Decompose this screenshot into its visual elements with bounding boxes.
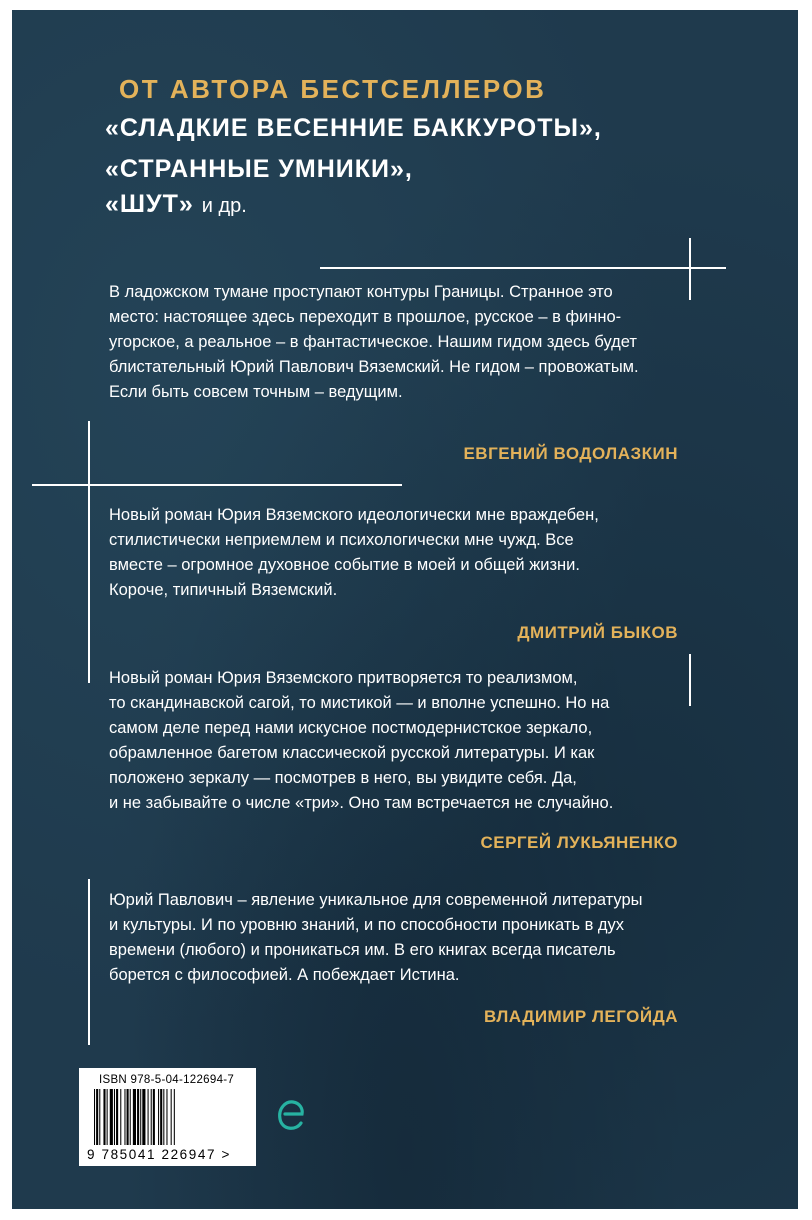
bestseller-title-3: «ШУТ» xyxy=(105,190,194,218)
barcode-bar xyxy=(151,1089,152,1145)
barcode-bar xyxy=(174,1089,175,1145)
barcode-number: 9 785041 226947 > xyxy=(87,1147,231,1162)
review-quote xyxy=(109,666,709,816)
quote-line: В ладожском тумане проступают контуры Границы. Странное это xyxy=(109,283,613,301)
tagline: ОТ АВТОРА БЕСТСЕЛЛЕРОВ xyxy=(119,74,547,104)
isbn-label: ISBN 978-5-04-122694-7 xyxy=(99,1074,235,1086)
back-cover xyxy=(12,10,798,1209)
divider-line xyxy=(320,267,726,269)
quote-line: стилистически неприемлем и психологически мне чужд. Все xyxy=(109,531,574,549)
quote-line: Короче, типичный Вяземский. xyxy=(109,581,338,599)
bestseller-title-3-row xyxy=(105,190,247,219)
barcode-bars xyxy=(94,1089,242,1147)
divider-line xyxy=(88,879,90,1045)
quote-line: Юрий Павлович – явление уникальное для современной литературы xyxy=(109,891,643,909)
quote-line: обрамленное багетом классической русской литературы. И как xyxy=(109,744,595,762)
quote-line: времени (любого) и проникаться им. В его книгах всегда писатель xyxy=(109,941,616,959)
barcode-bar xyxy=(120,1089,121,1145)
barcode-bar xyxy=(124,1089,125,1145)
quote-line: место: настоящее здесь переходит в прошлое, русское – в финно- xyxy=(109,308,622,326)
quote-line: Новый роман Юрия Вяземского идеологически мне враждебен, xyxy=(109,506,599,524)
barcode-bar xyxy=(171,1089,172,1145)
review-quote xyxy=(109,280,709,405)
barcode-bar xyxy=(142,1089,145,1145)
quote-line: вместе – огромное духовное событие в моей и общей жизни. xyxy=(109,556,580,574)
barcode-bar xyxy=(160,1089,162,1145)
barcode-bar xyxy=(166,1089,167,1145)
barcode-bar xyxy=(96,1089,98,1145)
barcode-bar xyxy=(153,1089,155,1145)
bestseller-title-2: «СТРАННЫЕ УМНИКИ», xyxy=(105,155,413,183)
isbn-barcode xyxy=(79,1068,256,1166)
barcode-bar xyxy=(103,1089,105,1145)
quote-line: борется с философией. А побеждает Истина. xyxy=(109,966,460,984)
quote-line: угорское, а реальное – в фантастическое. Нашим гидом здесь будет xyxy=(109,333,637,351)
barcode-bar xyxy=(130,1089,131,1145)
review-quote xyxy=(109,888,709,988)
bestseller-suffix: и др. xyxy=(201,195,247,217)
barcode-bar xyxy=(148,1089,149,1145)
barcode-bar xyxy=(107,1089,108,1145)
barcode-bar xyxy=(127,1089,129,1145)
review-author: ЕВГЕНИЙ ВОДОЛАЗКИН xyxy=(463,444,678,463)
barcode-bar xyxy=(110,1089,113,1145)
bestseller-title-1: «СЛАДКИЕ ВЕСЕННИЕ БАККУРОТЫ», xyxy=(105,114,602,142)
quote-line: Если быть совсем точным – ведущим. xyxy=(109,383,403,401)
quote-line: то скандинавской сагой, то мистикой — и вполне успешно. Но на xyxy=(109,694,610,712)
quote-line: и не забывайте о числе «три». Оно там встречается не случайно. xyxy=(109,794,614,812)
quote-line: Новый роман Юрия Вяземского притворяется то реализмом, xyxy=(109,669,578,687)
barcode-bar xyxy=(140,1089,141,1145)
review-author: СЕРГЕЙ ЛУКЬЯНЕНКО xyxy=(480,833,678,852)
review-author: ДМИТРИЙ БЫКОВ xyxy=(517,623,678,642)
barcode-bar xyxy=(158,1089,159,1145)
quote-line: блистательный Юрий Павлович Вяземский. Не гидом – провожатым. xyxy=(109,358,639,376)
barcode-bar xyxy=(99,1089,100,1145)
review-author: ВЛАДИМИР ЛЕГОЙДА xyxy=(484,1007,678,1026)
barcode-bar xyxy=(114,1089,115,1145)
quote-line: самом деле перед нами искусное постмодернистское зеркало, xyxy=(109,719,593,737)
barcode-bar xyxy=(116,1089,118,1145)
barcode-bar xyxy=(137,1089,139,1145)
quote-line: положено зеркалу — посмотрев в него, вы увидите себя. Да, xyxy=(109,769,577,787)
quote-line: и культуры. И по уровню знаний, и по способности проникать в дух xyxy=(109,916,625,934)
barcode-bar xyxy=(163,1089,164,1145)
divider-line xyxy=(88,421,90,683)
publisher-logo-icon xyxy=(276,1093,306,1135)
barcode-bar xyxy=(133,1089,136,1145)
review-quote xyxy=(109,503,709,603)
barcode-bar xyxy=(94,1089,95,1145)
